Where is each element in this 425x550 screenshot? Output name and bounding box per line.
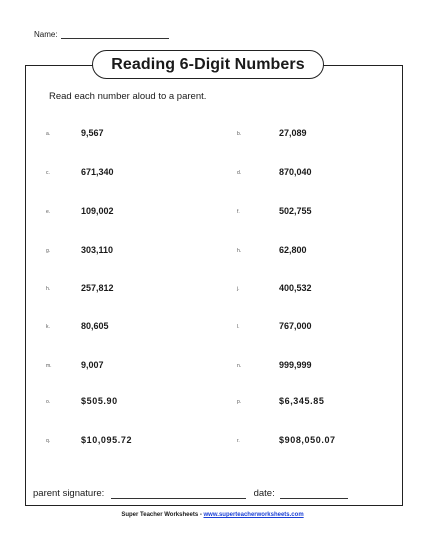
- date-label: date:: [253, 488, 275, 499]
- item-letter: h.: [237, 248, 242, 254]
- instruction: Read each number aloud to a parent.: [49, 91, 207, 102]
- item-number: 303,110: [81, 245, 114, 255]
- date-blank: [280, 489, 348, 499]
- item-letter: o.: [46, 399, 51, 405]
- item-letter: n.: [237, 363, 242, 369]
- item-number: $505.90: [81, 396, 118, 406]
- name-blank: [61, 30, 169, 39]
- item-letter: c.: [46, 170, 50, 176]
- item-number: 502,755: [279, 206, 312, 216]
- item-number: 400,532: [279, 283, 312, 293]
- item-number: 257,812: [81, 283, 114, 293]
- item-number: 767,000: [279, 321, 312, 331]
- name-label: Name:: [34, 30, 58, 39]
- footer-separator: -: [198, 512, 204, 518]
- item-number: 870,040: [279, 167, 312, 177]
- item-number: $6,345.85: [279, 396, 325, 406]
- item-letter: m.: [46, 363, 52, 369]
- footer: [0, 512, 425, 518]
- item-letter: h.: [46, 286, 51, 292]
- item-letter: k.: [46, 324, 50, 330]
- item-letter: q.: [46, 438, 51, 444]
- item-letter: g.: [46, 248, 51, 254]
- item-letter: p.: [237, 399, 242, 405]
- name-line: [34, 30, 169, 39]
- item-number: $908,050.07: [279, 435, 336, 445]
- item-letter: f.: [237, 209, 240, 215]
- item-number: 27,089: [279, 128, 307, 138]
- item-number: 9,567: [81, 128, 104, 138]
- item-letter: a.: [46, 131, 51, 137]
- item-number: 80,605: [81, 321, 109, 331]
- item-number: $10,095.72: [81, 435, 133, 445]
- item-letter: d.: [237, 170, 242, 176]
- signature-row: [33, 488, 348, 499]
- item-number: 109,002: [81, 206, 114, 216]
- item-number: 62,800: [279, 245, 307, 255]
- footer-brand: Super Teacher Worksheets: [121, 512, 199, 518]
- item-letter: l.: [237, 324, 240, 330]
- item-letter: r.: [237, 438, 240, 444]
- parent-signature-blank: [111, 489, 246, 499]
- item-letter: b.: [237, 131, 242, 137]
- page-title: Reading 6-Digit Numbers: [92, 50, 324, 79]
- item-letter: e.: [46, 209, 51, 215]
- parent-signature-label: parent signature:: [33, 488, 105, 499]
- footer-link[interactable]: www.superteacherworksheets.com: [203, 512, 304, 518]
- item-number: 9,007: [81, 360, 104, 370]
- item-letter: j.: [237, 286, 240, 292]
- item-number: 999,999: [279, 360, 312, 370]
- item-number: 671,340: [81, 167, 114, 177]
